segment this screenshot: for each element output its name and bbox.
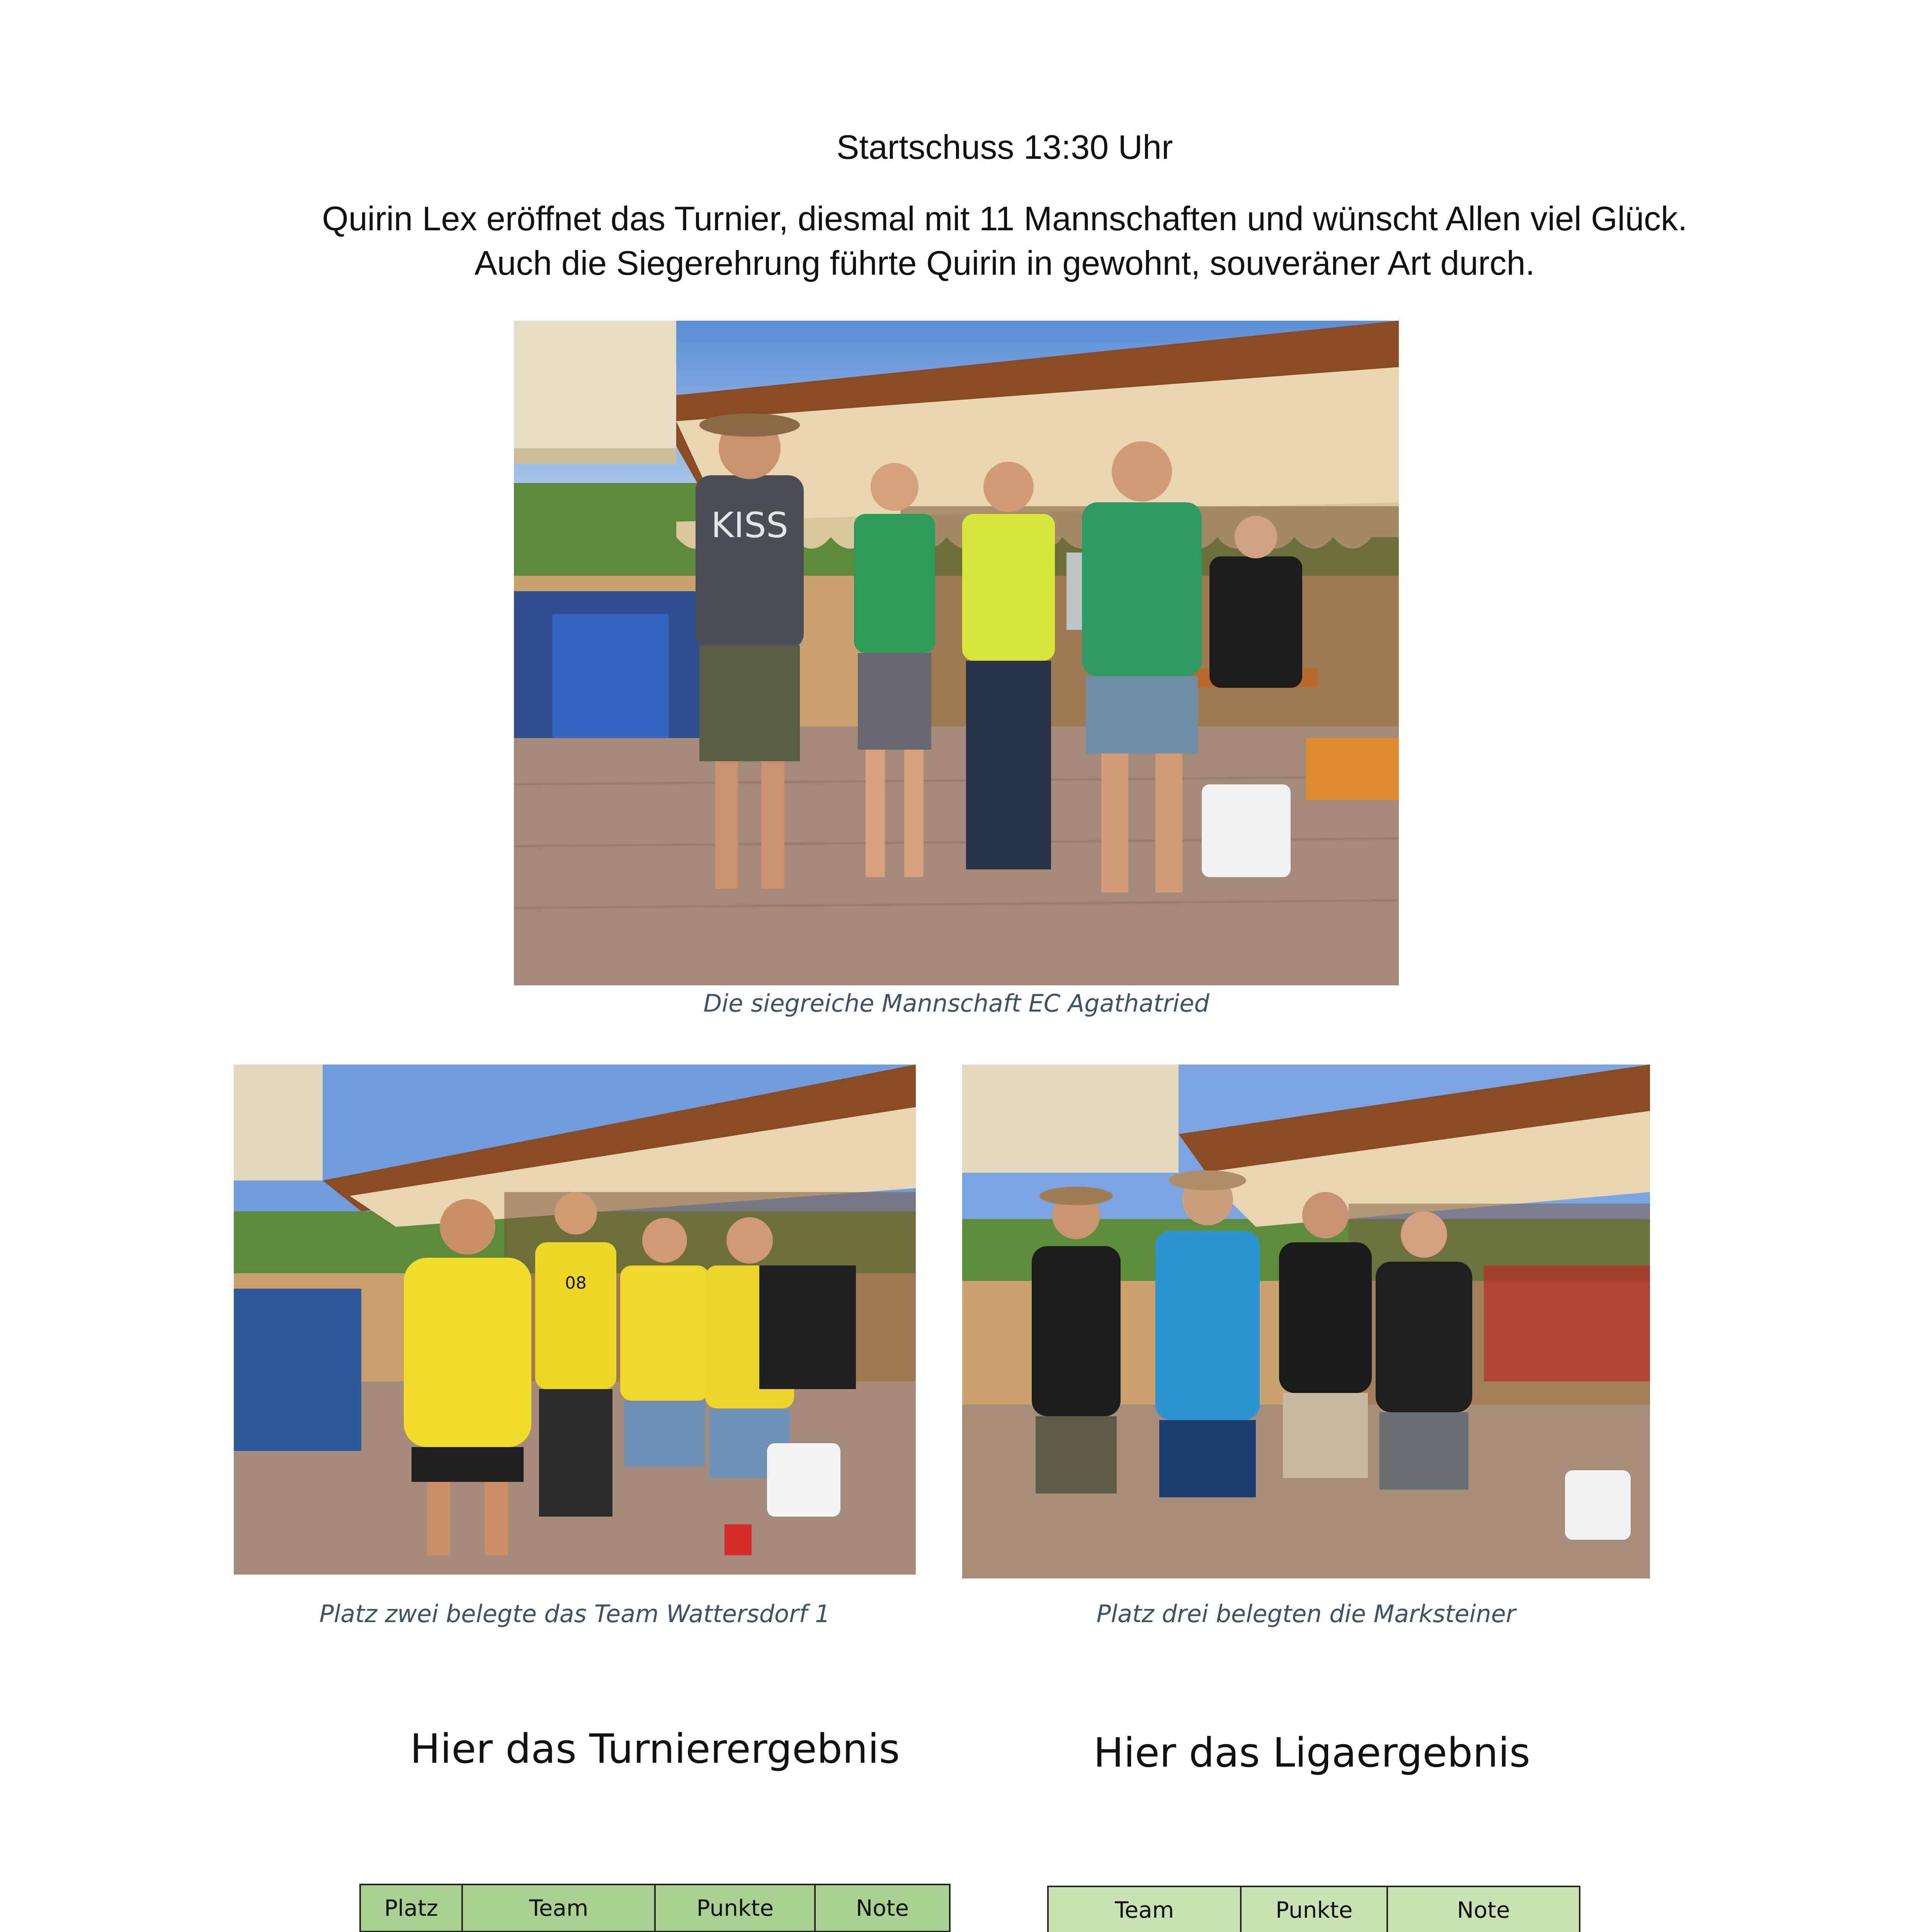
col-header-team: Team <box>1048 1886 1241 1932</box>
second-place-illustration <box>234 1065 916 1575</box>
winner-photo-illustration <box>514 321 1399 985</box>
tournament-title: Hier das Turnierergebnis <box>410 1725 900 1772</box>
col-header-team: Team <box>462 1884 655 1932</box>
third-place-photo <box>962 1065 1650 1578</box>
start-time-heading: Startschuss 13:30 Uhr <box>836 128 1173 166</box>
tournament-result-table <box>359 1884 951 1932</box>
second-place-caption: Platz zwei belegte das Team Wattersdorf 1 <box>319 1600 830 1628</box>
kiss-logo: KISS <box>711 505 788 546</box>
league-title: Hier das Ligaergebnis <box>1093 1729 1531 1776</box>
tournament-header-row <box>360 1884 950 1932</box>
third-place-caption: Platz drei belegten die Marksteiner <box>1096 1600 1516 1628</box>
third-place-illustration <box>962 1065 1650 1578</box>
league-result-table <box>1047 1886 1580 1932</box>
second-place-photo <box>234 1065 916 1575</box>
col-header-note: Note <box>815 1884 950 1932</box>
league-header-row <box>1048 1886 1580 1932</box>
col-header-punkte: Punkte <box>655 1884 815 1932</box>
col-header-punkte: Punkte <box>1241 1886 1387 1932</box>
winner-caption: Die siegreiche Mannschaft EC Agathatried <box>703 989 1209 1017</box>
winner-team-photo <box>514 321 1399 985</box>
shirt-number: 08 <box>565 1273 587 1293</box>
intro-line-1: Quirin Lex eröffnet das Turnier, diesmal mit 11 Mannschaften und wünscht Allen viel Glück. <box>322 199 1687 238</box>
intro-line-2: Auch die Siegerehrung führte Quirin in gewohnt, souveräner Art durch. <box>474 244 1535 282</box>
col-header-platz: Platz <box>360 1884 462 1932</box>
col-header-note: Note <box>1387 1886 1580 1932</box>
